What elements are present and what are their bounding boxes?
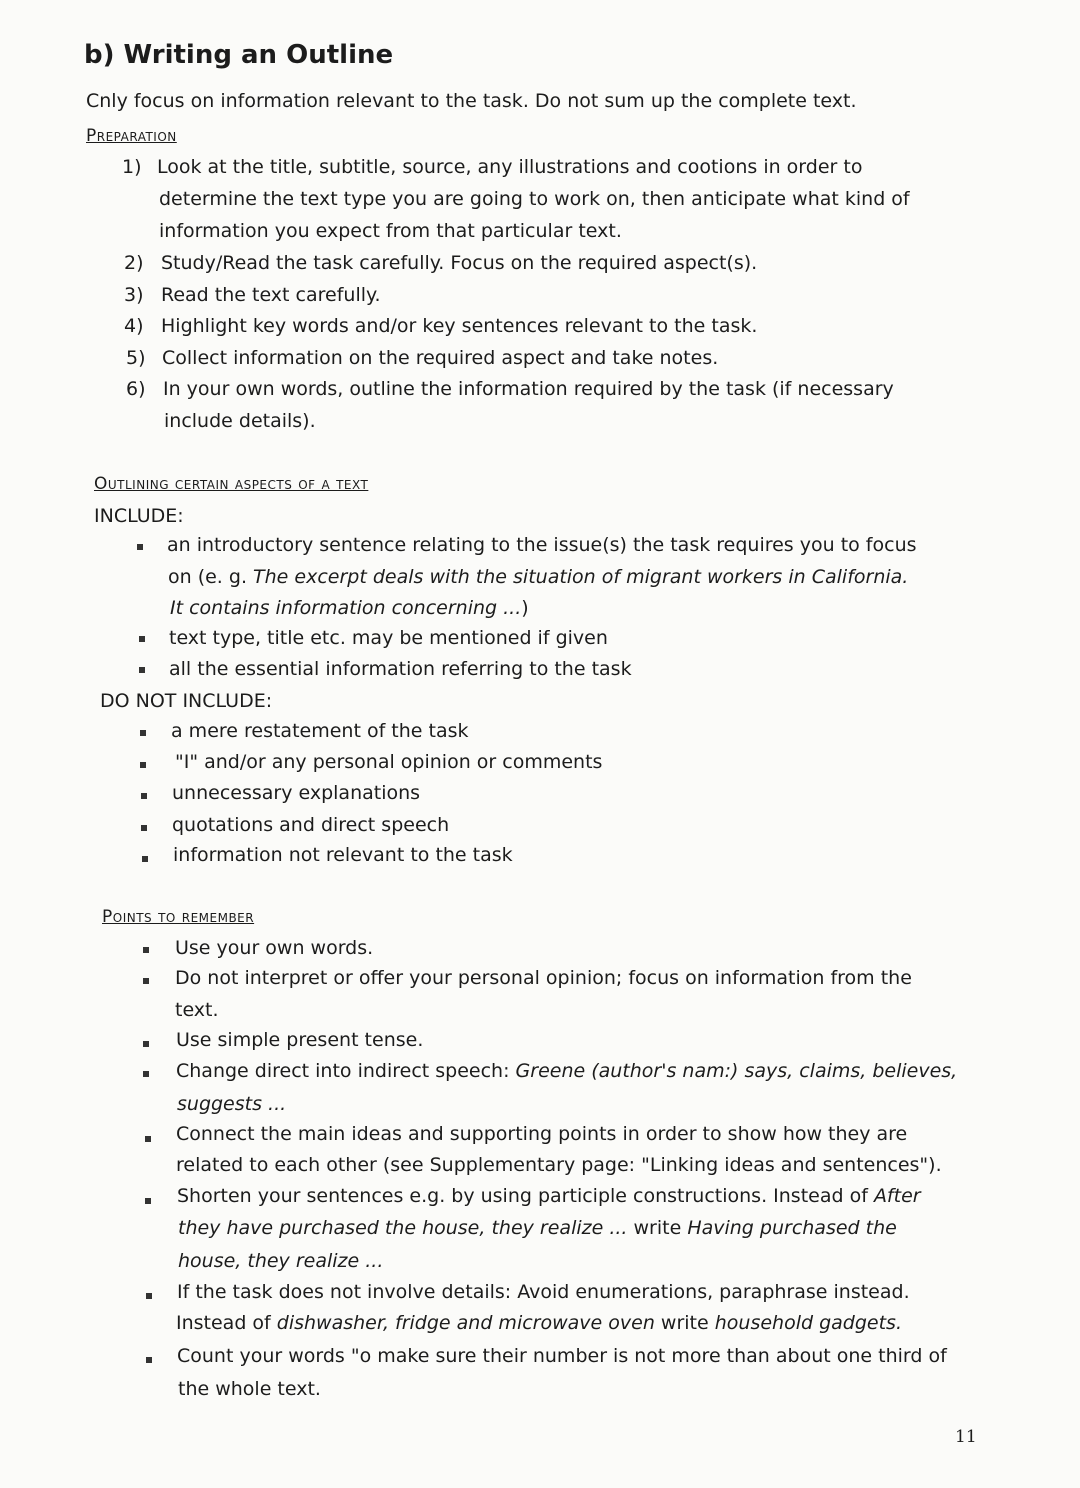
bullet-icon bbox=[142, 856, 148, 862]
exclude-item: a mere restatement of the task bbox=[171, 720, 469, 742]
include-item: all the essential information referring to the task bbox=[169, 658, 632, 680]
bullet-icon bbox=[139, 667, 145, 673]
point-item: Use simple present tense. bbox=[176, 1029, 424, 1051]
step-line: Highlight key words and/or key sentences relevant to the task. bbox=[161, 315, 758, 337]
point-item-line: Instead of dishwasher, fridge and microwave oven write household gadgets. bbox=[176, 1312, 902, 1334]
point-item-line: the whole text. bbox=[178, 1378, 321, 1400]
intro-text: Cnly focus on information relevant to the task. Do not sum up the complete text. bbox=[86, 90, 857, 112]
point-item-line: related to each other (see Supplementary page: "Linking ideas and sentences"). bbox=[176, 1154, 942, 1176]
point-item: Shorten your sentences e.g. by using participle constructions. Instead of After bbox=[177, 1185, 921, 1207]
include-item-line: on (e. g. The excerpt deals with the situation of migrant workers in California. bbox=[168, 566, 909, 588]
step-number: 4) bbox=[124, 315, 144, 337]
exclude-label: DO NOT INCLUDE: bbox=[100, 690, 273, 712]
point-item: Use your own words. bbox=[175, 937, 374, 959]
step-line: Look at the title, subtitle, source, any illustrations and cootions in order to bbox=[157, 156, 863, 178]
include-item: an introductory sentence relating to the issue(s) the task requires you to focus bbox=[167, 534, 917, 556]
bullet-icon bbox=[139, 636, 145, 642]
bullet-icon bbox=[143, 1071, 149, 1077]
bullet-icon bbox=[146, 1357, 152, 1363]
bullet-icon bbox=[143, 978, 149, 984]
preparation-heading: Preparation bbox=[86, 126, 177, 146]
exclude-item: "I" and/or any personal opinion or comments bbox=[175, 751, 603, 773]
point-item-line: text. bbox=[175, 999, 219, 1021]
bullet-icon bbox=[146, 1293, 152, 1299]
step-line: Study/Read the task carefully. Focus on the required aspect(s). bbox=[161, 252, 758, 274]
step-line: determine the text type you are going to work on, then anticipate what kind of bbox=[159, 188, 910, 210]
step-number: 1) bbox=[122, 156, 142, 178]
include-label: INCLUDE: bbox=[94, 505, 184, 527]
point-item-line: they have purchased the house, they realize ... write Having purchased the bbox=[178, 1217, 897, 1239]
point-item-line: suggests ... bbox=[177, 1093, 287, 1115]
outlining-heading: Outlining certain aspects of a text bbox=[94, 474, 369, 494]
bullet-icon bbox=[140, 762, 146, 768]
include-item: text type, title etc. may be mentioned if given bbox=[169, 627, 608, 649]
step-line: include details). bbox=[164, 410, 316, 432]
bullet-icon bbox=[145, 1198, 151, 1204]
exclude-item: unnecessary explanations bbox=[172, 782, 421, 804]
bullet-icon bbox=[141, 793, 147, 799]
bullet-icon bbox=[143, 1041, 149, 1047]
page-title: b) Writing an Outline bbox=[84, 40, 394, 70]
step-line: Read the text carefully. bbox=[161, 284, 381, 306]
bullet-icon bbox=[140, 730, 146, 736]
bullet-icon bbox=[143, 947, 149, 953]
point-item: Count your words "o make sure their number is not more than about one third of bbox=[177, 1345, 947, 1367]
exclude-item: information not relevant to the task bbox=[173, 844, 513, 866]
step-number: 5) bbox=[126, 347, 146, 369]
exclude-item: quotations and direct speech bbox=[172, 814, 450, 836]
step-number: 2) bbox=[124, 252, 144, 274]
point-item: Change direct into indirect speech: Greene (author's nam:) says, claims, believes, bbox=[176, 1060, 958, 1082]
point-item-line: house, they realize ... bbox=[178, 1250, 384, 1272]
include-item-line: It contains information concerning ...) bbox=[170, 597, 529, 619]
bullet-icon bbox=[141, 825, 147, 831]
bullet-icon bbox=[145, 1136, 151, 1142]
point-item: If the task does not involve details: Avoid enumerations, paraphrase instead. bbox=[177, 1281, 910, 1303]
step-number: 6) bbox=[126, 378, 146, 400]
bullet-icon bbox=[137, 544, 143, 550]
points-heading: Points to remember bbox=[102, 907, 255, 927]
step-line: Collect information on the required aspect and take notes. bbox=[162, 347, 719, 369]
step-number: 3) bbox=[124, 284, 144, 306]
step-line: information you expect from that particular text. bbox=[159, 220, 622, 242]
step-line: In your own words, outline the information required by the task (if necessary bbox=[163, 378, 894, 400]
point-item: Connect the main ideas and supporting points in order to show how they are bbox=[176, 1123, 908, 1145]
point-item: Do not interpret or offer your personal opinion; focus on information from the bbox=[175, 967, 912, 989]
page-number: 11 bbox=[955, 1427, 977, 1447]
